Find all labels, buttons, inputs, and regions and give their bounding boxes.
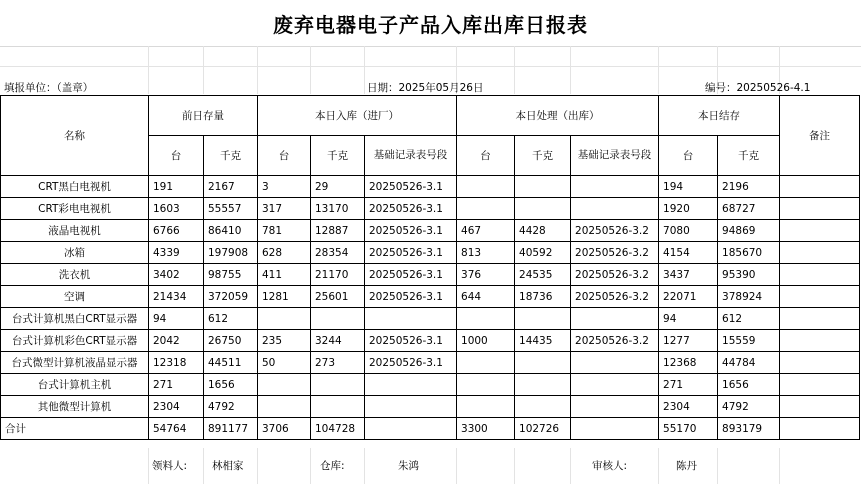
- in-tai-cell: [258, 308, 311, 330]
- out-tai-cell: 813: [457, 242, 515, 264]
- out-kg-cell: 14435: [515, 330, 571, 352]
- bal-kg-cell: 44784: [718, 352, 780, 374]
- prev-kg-cell: 98755: [204, 264, 258, 286]
- prev-tai-cell: 6766: [149, 220, 204, 242]
- in-record-cell: 20250526-3.1: [365, 176, 457, 198]
- out-kg-cell: [515, 352, 571, 374]
- in-kg-cell: 12887: [311, 220, 365, 242]
- table-row: [1, 330, 860, 352]
- in-record-cell: [365, 374, 457, 396]
- prev-kg-cell: 612: [204, 308, 258, 330]
- out-tai-cell: [457, 374, 515, 396]
- bal-kg-cell: 185670: [718, 242, 780, 264]
- report-title-row: [0, 0, 861, 47]
- out-record-cell: 20250526-3.2: [571, 330, 659, 352]
- note-cell: [780, 418, 860, 440]
- in-kg-cell: 25601: [311, 286, 365, 308]
- note-cell: [780, 374, 860, 396]
- in-record-cell: [365, 308, 457, 330]
- table-row: [1, 374, 860, 396]
- header-prev-kg: 千克: [204, 136, 258, 176]
- in-kg-cell: 13170: [311, 198, 365, 220]
- prev-kg-cell: 1656: [204, 374, 258, 396]
- in-record-cell: [365, 418, 457, 440]
- out-kg-cell: 18736: [515, 286, 571, 308]
- in-kg-cell: 29: [311, 176, 365, 198]
- bal-tai-cell: 55170: [659, 418, 718, 440]
- note-cell: [780, 176, 860, 198]
- in-record-cell: [365, 396, 457, 418]
- out-record-cell: [571, 374, 659, 396]
- warehouse-label: 仓库:: [320, 460, 345, 472]
- bal-kg-cell: 15559: [718, 330, 780, 352]
- prev-tai-cell: 2304: [149, 396, 204, 418]
- note-cell: [780, 396, 860, 418]
- header-in-tai: 台: [258, 136, 311, 176]
- name-cell: CRT黑白电视机: [1, 176, 149, 198]
- name-cell: 洗衣机: [1, 264, 149, 286]
- in-kg-cell: 104728: [311, 418, 365, 440]
- in-record-cell: 20250526-3.1: [365, 352, 457, 374]
- receiver-name: 林相家: [212, 460, 244, 472]
- bal-tai-cell: 7080: [659, 220, 718, 242]
- bal-kg-cell: 893179: [718, 418, 780, 440]
- reporting-unit-label: 填报单位：（盖章）: [4, 82, 94, 94]
- note-cell: [780, 352, 860, 374]
- out-tai-cell: 376: [457, 264, 515, 286]
- bal-kg-cell: 94869: [718, 220, 780, 242]
- header-outbound: 本日处理（出库）: [457, 96, 659, 136]
- name-cell: 台式微型计算机液晶显示器: [1, 352, 149, 374]
- name-cell: 冰箱: [1, 242, 149, 264]
- out-tai-cell: 1000: [457, 330, 515, 352]
- out-record-cell: [571, 308, 659, 330]
- reviewer-label: 审核人:: [592, 460, 628, 472]
- table-row: [1, 264, 860, 286]
- header-bal-kg: 千克: [718, 136, 780, 176]
- bal-tai-cell: 1920: [659, 198, 718, 220]
- bal-kg-cell: 68727: [718, 198, 780, 220]
- out-kg-cell: 40592: [515, 242, 571, 264]
- in-tai-cell: 235: [258, 330, 311, 352]
- table-row: [1, 198, 860, 220]
- in-record-cell: 20250526-3.1: [365, 330, 457, 352]
- bal-tai-cell: 12368: [659, 352, 718, 374]
- prev-tai-cell: 54764: [149, 418, 204, 440]
- out-tai-cell: [457, 396, 515, 418]
- prev-kg-cell: 372059: [204, 286, 258, 308]
- header-out-kg: 千克: [515, 136, 571, 176]
- out-record-cell: 20250526-3.2: [571, 220, 659, 242]
- out-kg-cell: 4428: [515, 220, 571, 242]
- header-row-1: [1, 96, 860, 136]
- out-tai-cell: [457, 176, 515, 198]
- out-kg-cell: [515, 396, 571, 418]
- in-tai-cell: [258, 374, 311, 396]
- bal-tai-cell: 22071: [659, 286, 718, 308]
- out-kg-cell: 102726: [515, 418, 571, 440]
- out-kg-cell: [515, 198, 571, 220]
- prev-kg-cell: 197908: [204, 242, 258, 264]
- note-cell: [780, 330, 860, 352]
- note-cell: [780, 220, 860, 242]
- in-tai-cell: 50: [258, 352, 311, 374]
- bal-tai-cell: 94: [659, 308, 718, 330]
- bal-tai-cell: 271: [659, 374, 718, 396]
- name-cell: 液晶电视机: [1, 220, 149, 242]
- note-cell: [780, 286, 860, 308]
- prev-tai-cell: 271: [149, 374, 204, 396]
- note-cell: [780, 264, 860, 286]
- in-kg-cell: 21170: [311, 264, 365, 286]
- in-tai-cell: [258, 396, 311, 418]
- out-record-cell: [571, 176, 659, 198]
- prev-kg-cell: 2167: [204, 176, 258, 198]
- header-bal-tai: 台: [659, 136, 718, 176]
- prev-kg-cell: 86410: [204, 220, 258, 242]
- prev-tai-cell: 191: [149, 176, 204, 198]
- report-number: 编号：20250526-4.1: [705, 82, 811, 94]
- prev-kg-cell: 55557: [204, 198, 258, 220]
- in-kg-cell: [311, 308, 365, 330]
- header-in-record: 基础记录表号段: [365, 136, 457, 176]
- bal-tai-cell: 2304: [659, 396, 718, 418]
- table-row: [1, 352, 860, 374]
- in-kg-cell: 273: [311, 352, 365, 374]
- bal-tai-cell: 3437: [659, 264, 718, 286]
- report-table: [0, 95, 860, 440]
- header-name: 名称: [1, 96, 149, 176]
- name-cell: 空调: [1, 286, 149, 308]
- in-record-cell: 20250526-3.1: [365, 286, 457, 308]
- prev-tai-cell: 94: [149, 308, 204, 330]
- in-kg-cell: [311, 374, 365, 396]
- name-cell: 台式计算机黑白CRT显示器: [1, 308, 149, 330]
- out-record-cell: [571, 418, 659, 440]
- table-row: [1, 308, 860, 330]
- prev-tai-cell: 3402: [149, 264, 204, 286]
- header-prev-stock: 前日存量: [149, 96, 258, 136]
- out-kg-cell: [515, 308, 571, 330]
- reviewer-name: 陈丹: [676, 460, 697, 472]
- report-title: 废弃电器电子产品入库出库日报表: [273, 12, 588, 37]
- in-tai-cell: 781: [258, 220, 311, 242]
- table-row: [1, 286, 860, 308]
- in-kg-cell: [311, 396, 365, 418]
- header-prev-tai: 台: [149, 136, 204, 176]
- bal-kg-cell: 95390: [718, 264, 780, 286]
- out-record-cell: 20250526-3.2: [571, 242, 659, 264]
- bal-kg-cell: 4792: [718, 396, 780, 418]
- out-kg-cell: [515, 374, 571, 396]
- prev-tai-cell: 1603: [149, 198, 204, 220]
- signature-footer: [0, 448, 861, 484]
- note-cell: [780, 308, 860, 330]
- table-row: [1, 242, 860, 264]
- prev-tai-cell: 4339: [149, 242, 204, 264]
- note-cell: [780, 242, 860, 264]
- in-tai-cell: 1281: [258, 286, 311, 308]
- in-tai-cell: 628: [258, 242, 311, 264]
- in-kg-cell: 3244: [311, 330, 365, 352]
- table-row: [1, 176, 860, 198]
- total-row: [1, 418, 860, 440]
- name-cell: 合计: [1, 418, 149, 440]
- out-kg-cell: 24535: [515, 264, 571, 286]
- header-inbound: 本日入库（进厂）: [258, 96, 457, 136]
- header-in-kg: 千克: [311, 136, 365, 176]
- out-tai-cell: [457, 308, 515, 330]
- in-record-cell: 20250526-3.1: [365, 264, 457, 286]
- header-out-tai: 台: [457, 136, 515, 176]
- in-tai-cell: 3: [258, 176, 311, 198]
- table-row: [1, 220, 860, 242]
- prev-tai-cell: 21434: [149, 286, 204, 308]
- prev-kg-cell: 4792: [204, 396, 258, 418]
- header-balance: 本日结存: [659, 96, 780, 136]
- note-cell: [780, 198, 860, 220]
- out-record-cell: 20250526-3.2: [571, 286, 659, 308]
- name-cell: CRT彩电电视机: [1, 198, 149, 220]
- table-row: [1, 396, 860, 418]
- prev-tai-cell: 2042: [149, 330, 204, 352]
- bal-kg-cell: 1656: [718, 374, 780, 396]
- in-kg-cell: 28354: [311, 242, 365, 264]
- in-record-cell: 20250526-3.1: [365, 198, 457, 220]
- out-kg-cell: [515, 176, 571, 198]
- prev-kg-cell: 44511: [204, 352, 258, 374]
- name-cell: 台式计算机主机: [1, 374, 149, 396]
- receiver-label: 领料人:: [152, 460, 188, 472]
- bal-tai-cell: 194: [659, 176, 718, 198]
- prev-kg-cell: 26750: [204, 330, 258, 352]
- bal-kg-cell: 2196: [718, 176, 780, 198]
- in-tai-cell: 317: [258, 198, 311, 220]
- warehouse-name: 朱鸿: [398, 460, 419, 472]
- bal-kg-cell: 612: [718, 308, 780, 330]
- out-tai-cell: 644: [457, 286, 515, 308]
- bal-tai-cell: 4154: [659, 242, 718, 264]
- in-tai-cell: 3706: [258, 418, 311, 440]
- out-record-cell: [571, 352, 659, 374]
- out-tai-cell: [457, 352, 515, 374]
- out-record-cell: 20250526-3.2: [571, 264, 659, 286]
- name-cell: 其他微型计算机: [1, 396, 149, 418]
- prev-tai-cell: 12318: [149, 352, 204, 374]
- report-date: 日期：2025年05月26日: [367, 82, 484, 94]
- out-record-cell: [571, 396, 659, 418]
- prev-kg-cell: 891177: [204, 418, 258, 440]
- header-note: 备注: [780, 96, 860, 176]
- in-record-cell: 20250526-3.1: [365, 220, 457, 242]
- name-cell: 台式计算机彩色CRT显示器: [1, 330, 149, 352]
- out-record-cell: [571, 198, 659, 220]
- out-tai-cell: 3300: [457, 418, 515, 440]
- bal-kg-cell: 378924: [718, 286, 780, 308]
- header-out-record: 基础记录表号段: [571, 136, 659, 176]
- in-record-cell: 20250526-3.1: [365, 242, 457, 264]
- bal-tai-cell: 1277: [659, 330, 718, 352]
- out-tai-cell: 467: [457, 220, 515, 242]
- out-tai-cell: [457, 198, 515, 220]
- in-tai-cell: 411: [258, 264, 311, 286]
